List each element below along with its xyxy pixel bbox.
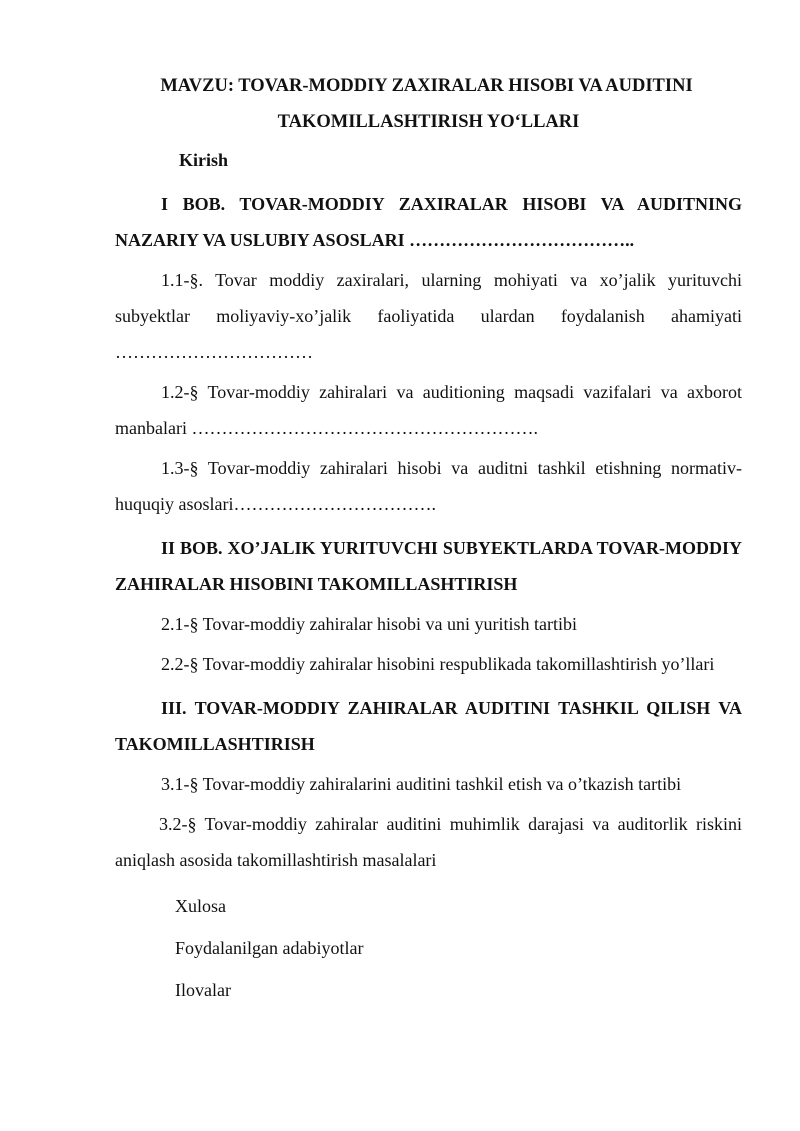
toc-section-1-3: 1.3-§ Tovar-moddiy zahiralari hisobi va auditni tashkil etishning normativ-huquqiy asoslari……………………………. [115,458,742,514]
toc-chapter-1: I BOB. TOVAR-MODDIY ZAXIRALAR HISOBI VA AUDITNING NAZARIY VA USLUBIY ASOSLARI ……………………………….. [115,194,742,250]
toc-appendices: Ilovalar [175,980,231,1000]
toc-section-3-1: 3.1-§ Tovar-moddiy zahiralarini auditini tashkil etish va o’tkazish tartibi [161,774,682,794]
toc-chapter-3: III. TOVAR-MODDIY ZAHIRALAR AUDITINI TASHKIL QILISH VA TAKOMILLASHTIRISH [115,698,742,754]
toc-chapter-2: II BOB. XO’JALIK YURITUVCHI SUBYEKTLARDA TOVAR-MODDIY ZAHIRALAR HISOBINI TAKOMILLASHTIRISH [115,538,742,594]
toc-section-3-2: 3.2-§ Tovar-moddiy zahiralar auditini muhimlik darajasi va auditorlik riskini aniqlash asosida takomillashtirish masalalari [115,814,742,870]
toc-section-1-2: 1.2-§ Tovar-moddiy zahiralari va auditioning maqsadi vazifalari va axborot manbalari …………………………………………………. [115,382,742,438]
title-line-2: TAKOMILLASHTIRISH YO‘LLARI [277,112,580,132]
toc-intro: Kirish [179,150,229,170]
title-line-1: MAVZU: TOVAR-MODDIY ZAXIRALAR HISOBI VA AUDITINI [160,76,693,96]
document-title [115,68,742,140]
document-page [115,0,742,1008]
toc-section-1-1: 1.1-§. Tovar moddiy zaxiralari, ularning mohiyati va xo’jalik yurituvchi subyektlar moliyaviy-xo’jalik faoliyatida ulardan foydalanish ahamiyati …………………………… [115,270,742,362]
toc-section-2-1: 2.1-§ Tovar-moddiy zahiralar hisobi va uni yuritish tartibi [161,614,577,634]
toc-references: Foydalanilgan adabiyotlar [175,938,364,958]
toc-section-2-2: 2.2-§ Tovar-moddiy zahiralar hisobini respublikada takomillashtirish yo’llari [161,654,715,674]
toc-conclusion: Xulosa [175,896,226,916]
